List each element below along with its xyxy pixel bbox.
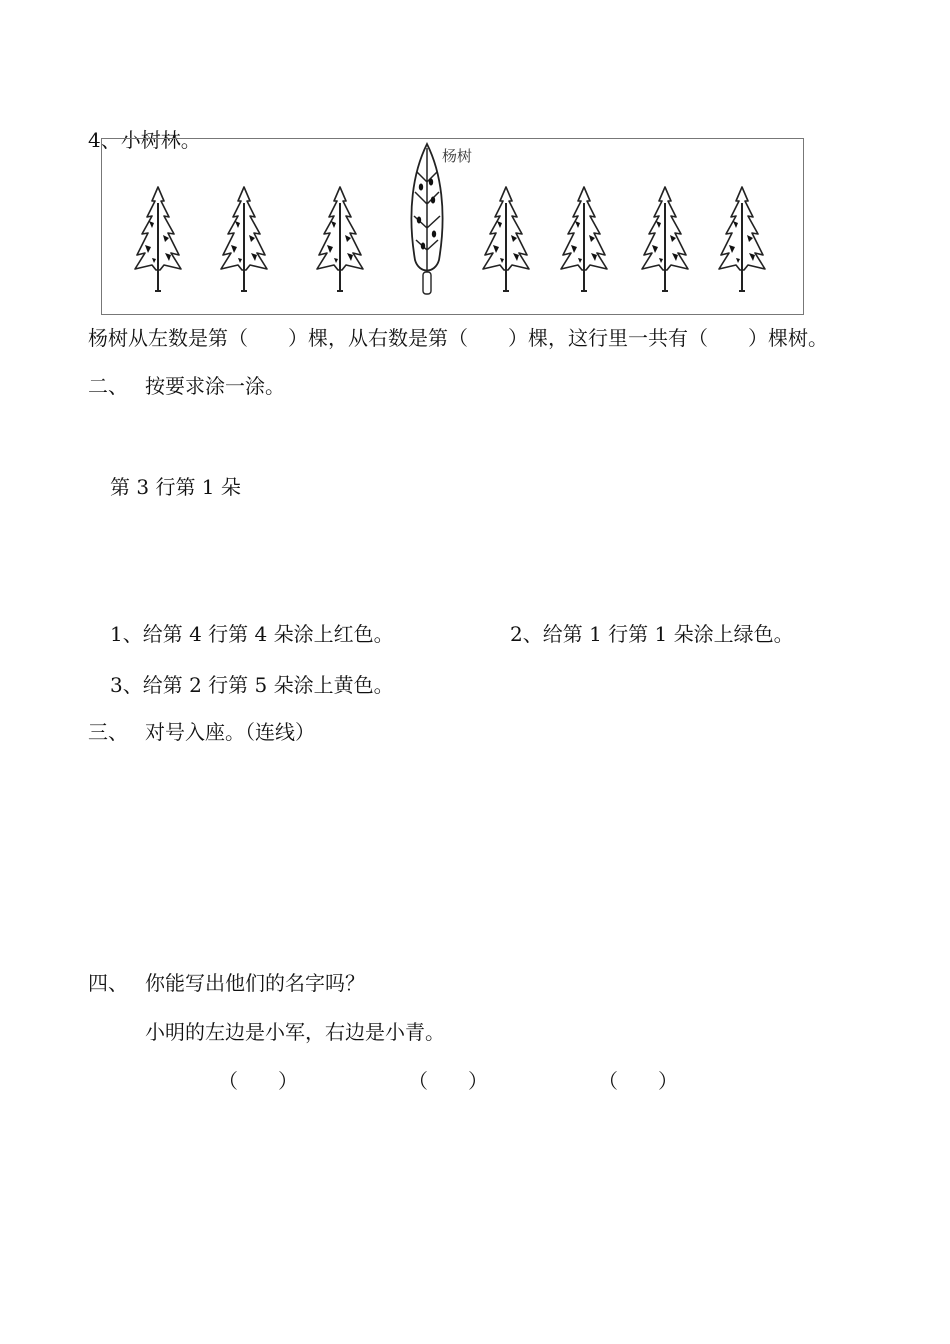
name-blank-1: （ ） — [218, 1069, 298, 1093]
pine-tree-8-icon — [717, 185, 767, 293]
coloring-task-3: 3、给第 2 行第 5 朵涂上黄色。 — [110, 673, 394, 697]
poplar-label: 杨树 — [442, 147, 473, 165]
tree-row-figure — [101, 138, 804, 315]
section-three-number: 三、 — [88, 720, 128, 744]
pine-tree-3-icon — [315, 185, 365, 293]
section-four-heading: 你能写出他们的名字吗？ — [145, 971, 365, 995]
section-two-number: 二、 — [88, 374, 128, 398]
section-two-heading: 按要求涂一涂。 — [145, 374, 285, 398]
name-blank-2: （ ） — [408, 1069, 488, 1093]
question-4-title: 4、小树林。 — [88, 128, 201, 152]
pine-tree-6-icon — [559, 185, 609, 293]
section-four-number: 四、 — [88, 971, 128, 995]
question-4-text: 杨树从左数是第（ ）棵，从右数是第（ ）棵，这行里一共有（ ）棵树。 — [88, 326, 828, 350]
coloring-task-1: 1、给第 4 行第 4 朵涂上红色。 — [110, 622, 394, 646]
pine-tree-5-icon — [481, 185, 531, 293]
section-three-heading: 对号入座。（连线） — [145, 720, 315, 744]
coloring-example: 第 3 行第 1 朵 — [110, 475, 241, 499]
pine-tree-1-icon — [133, 185, 183, 293]
coloring-task-2: 2、给第 1 行第 1 朵涂上绿色。 — [510, 622, 794, 646]
position-sentence: 小明的左边是小军，右边是小青。 — [145, 1020, 445, 1044]
pine-tree-2-icon — [219, 185, 269, 293]
poplar-tree-4-icon — [403, 142, 451, 296]
name-blank-3: （ ） — [598, 1069, 678, 1093]
pine-tree-7-icon — [640, 185, 690, 293]
